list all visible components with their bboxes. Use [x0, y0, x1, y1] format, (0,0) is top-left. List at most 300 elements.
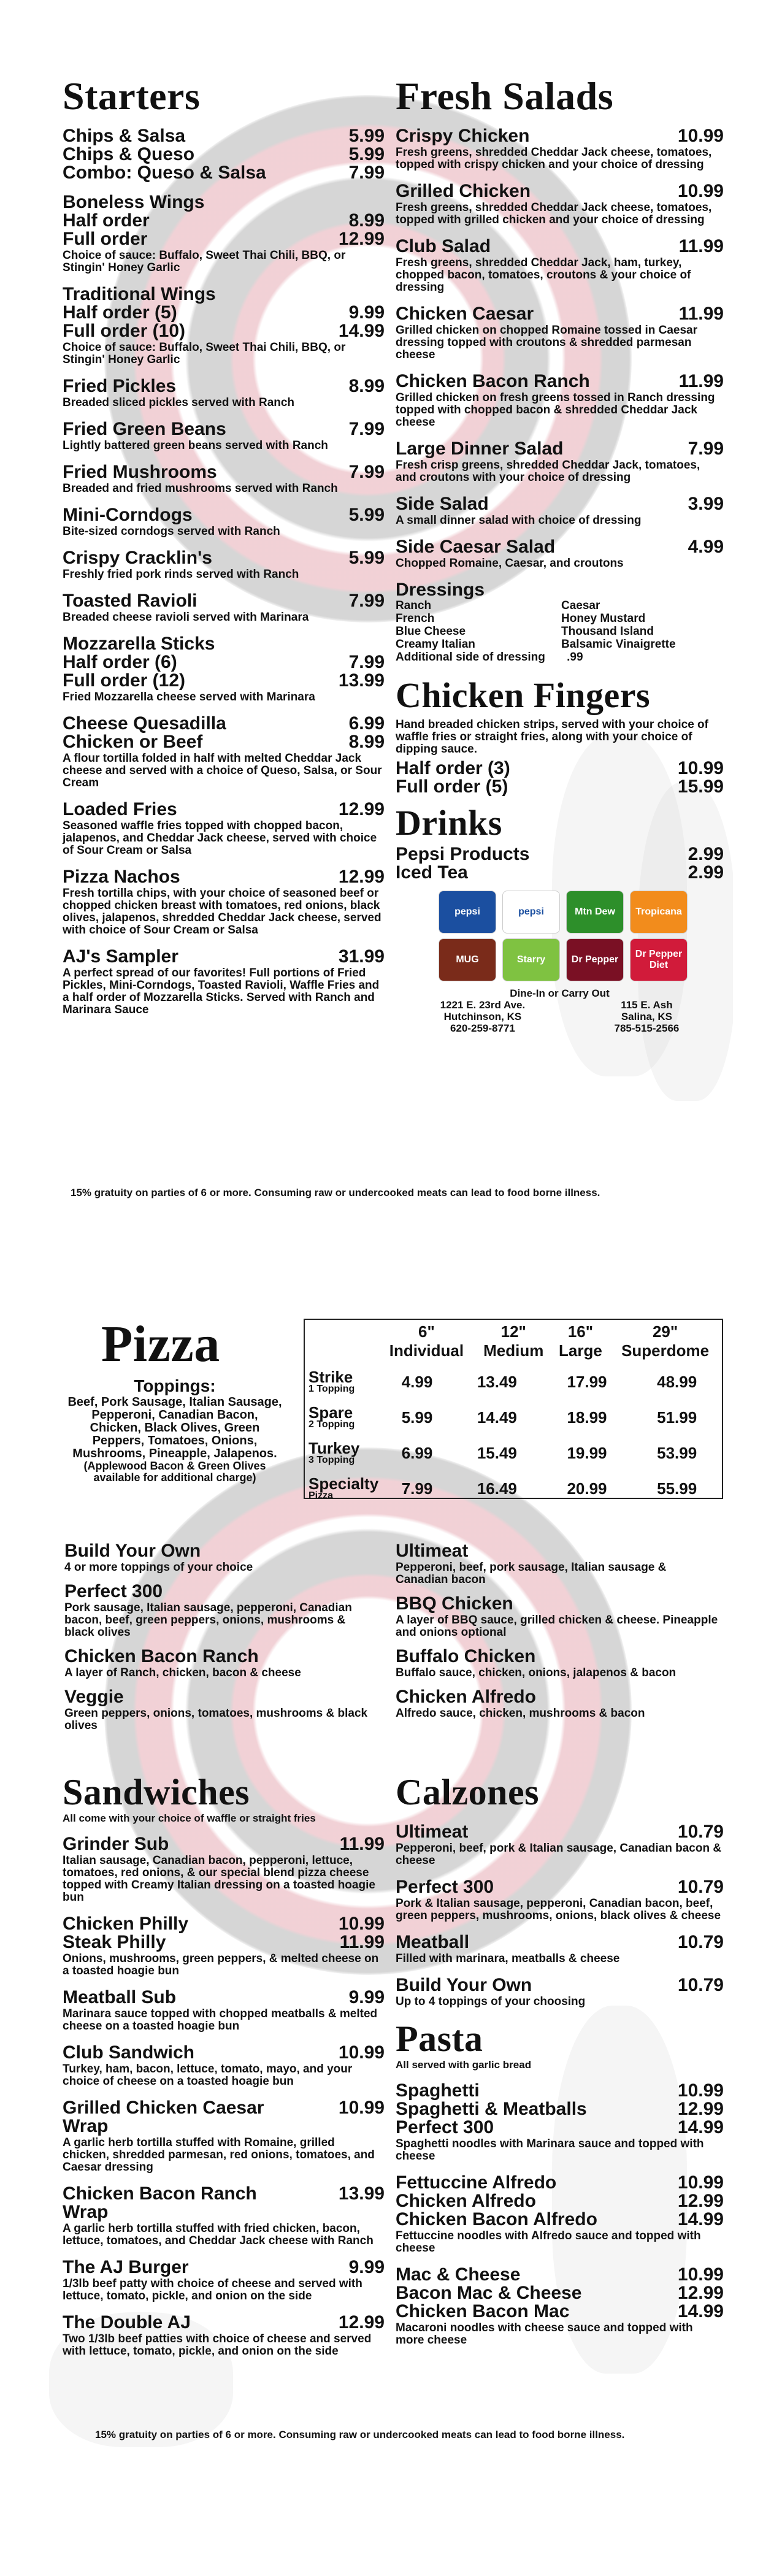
page1-footer-note: 15% gratuity on parties of 6 or more. Consuming raw or undercooked meats can lead to food borne illness.: [71, 1187, 600, 1198]
drink-brand-logo: MUG: [439, 938, 496, 981]
item-price: 15.99: [677, 776, 724, 797]
item-price: 12.99: [677, 2283, 724, 2303]
dressing-extra-price: .99: [567, 651, 583, 664]
menu-item-row: [63, 948, 385, 966]
menu-item-row: [396, 759, 724, 778]
item-price: 8.99: [348, 376, 385, 396]
item-name: Spaghetti: [396, 2080, 480, 2101]
item-price: 8.99: [348, 210, 385, 231]
dressing-extra-label: Additional side of dressing: [396, 651, 545, 664]
pizza-price: 53.99: [657, 1443, 697, 1462]
menu-item-row: [63, 1933, 385, 1952]
specialty-desc: 4 or more toppings of your choice: [64, 1561, 253, 1574]
item-description: Onions, mushrooms, green peppers, & melted cheese on a toasted hoagie bun: [63, 1952, 379, 1977]
menu-item-row: [63, 377, 385, 396]
pizza-tier-name: Turkey: [309, 1439, 360, 1457]
pizza-price-row: [305, 1471, 722, 1506]
item-description: Fresh greens, shredded Cheddar Jack, ham, turkey, chopped bacon, tomatoes, croutons & your choice of dressing: [396, 256, 691, 294]
item-description: Fresh tortilla chips, with your choice of seasoned beef or chopped chicken breast with tomatoes, red onions, black olives, jalapenos, shredded Cheddar Jack cheese, served with choice of Sour Cream or Salsa: [63, 887, 381, 937]
menu-item: [396, 2174, 724, 2255]
item-price: 8.99: [348, 732, 385, 752]
pizza-tier: [305, 1400, 382, 1435]
item-name: Crispy Cracklin's: [63, 548, 212, 568]
menu-item-row: [63, 164, 385, 182]
drink-brand-logos: [439, 891, 696, 981]
item-name: Full order (12): [63, 670, 186, 691]
menu-item-row: [63, 2185, 385, 2221]
item-description: Marinara sauce topped with chopped meatballs & melted cheese on a toasted hoagie bun: [63, 2007, 378, 2033]
item-name: Ultimeat: [396, 1822, 469, 1842]
menu-item-row: [63, 715, 385, 733]
menu-item-row: [396, 1933, 724, 1952]
specialty-desc: A layer of Ranch, chicken, bacon & cheese: [64, 1666, 301, 1679]
item-description: A garlic herb tortilla stuffed with Romaine, grilled chicken, shredded parmesan, red onions, tomatoes, and Caesar dressing: [63, 2136, 375, 2174]
item-name: Steak Philly: [63, 1932, 166, 1952]
pizza-price: 13.49: [477, 1372, 517, 1391]
dressings-title: Dressings: [396, 580, 485, 600]
item-name: Mini-Corndogs: [63, 505, 193, 525]
specialty-pizza: [396, 1595, 721, 1639]
item-name: Side Caesar Salad: [396, 537, 556, 557]
item-price: 10.99: [338, 1914, 385, 1934]
menu-item-row: [396, 182, 724, 201]
item-name: Club Salad: [396, 236, 491, 256]
menu-item-row: [63, 506, 385, 524]
item-price: 13.99: [338, 2183, 385, 2204]
specialty-desc: Pepperoni, beef, pork sausage, Italian sausage & Canadian bacon: [396, 1561, 667, 1586]
item-name: Full order (5): [396, 776, 508, 797]
menu-item-row: [63, 653, 385, 672]
specialty-name: Buffalo Chicken: [396, 1646, 536, 1666]
drink-brand-logo: Tropicana: [630, 891, 688, 933]
item-price: 12.99: [338, 229, 385, 249]
menu-item: [63, 715, 385, 789]
pizza-price: 15.49: [477, 1443, 517, 1462]
pasta-title: Pasta: [396, 2018, 483, 2059]
dressing-option: French: [396, 612, 435, 625]
item-name: Spaghetti & Meatballs: [396, 2099, 587, 2119]
pizza-price: 20.99: [567, 1479, 607, 1498]
menu-item-row: [396, 2192, 724, 2210]
item-price: 7.99: [688, 439, 724, 459]
menu-item: [396, 538, 724, 570]
item-price: 6.99: [348, 713, 385, 734]
pizza-size-inches: 29": [652, 1322, 678, 1341]
item-name: Combo: Queso & Salsa: [63, 163, 266, 183]
item-name: AJ's Sampler: [63, 946, 178, 967]
pizza-size-label: Medium: [483, 1341, 544, 1360]
item-name: Bacon Mac & Cheese: [396, 2283, 582, 2303]
item-name: Side Salad: [396, 494, 489, 514]
pizza-size-label: Large: [559, 1341, 602, 1360]
item-price: 10.99: [677, 181, 724, 201]
item-name: Pepsi Products: [396, 844, 530, 864]
pizza-tier: [305, 1435, 382, 1471]
drink-brand-logo: Mtn Dew: [566, 891, 624, 933]
item-price: 14.99: [677, 2301, 724, 2321]
item-name: Perfect 300: [396, 2117, 494, 2137]
item-description: A garlic herb tortilla stuffed with fried chicken, bacon, lettuce, tomatoes, and Cheddar Jack cheese with Ranch: [63, 2222, 374, 2247]
drink-brand-logo: Starry: [502, 938, 560, 981]
menu-item: [63, 506, 385, 538]
menu-item-row: [63, 800, 385, 819]
locations-block: [396, 987, 724, 1034]
pizza-size-label: Superdome: [621, 1341, 710, 1360]
item-price: 14.99: [338, 321, 385, 341]
item-name: Grilled Chicken: [396, 181, 531, 201]
item-name: Loaded Fries: [63, 799, 177, 819]
pizza-tier-name: Spare: [309, 1403, 353, 1422]
item-price: 9.99: [348, 1987, 385, 2007]
menu-item-row: [396, 2210, 724, 2229]
menu-item: [396, 1933, 724, 1965]
item-price: 12.99: [677, 2191, 724, 2211]
item-price: 11.99: [339, 1834, 385, 1854]
pizza-price: 5.99: [401, 1408, 433, 1427]
specialty-pizza: [64, 1688, 377, 1732]
item-price: 10.79: [677, 1822, 724, 1842]
menu-item-row: [63, 1835, 385, 1853]
item-price: 11.99: [339, 1932, 385, 1952]
menu-item: [63, 463, 385, 495]
item-description: Fresh crisp greens, shredded Cheddar Jack, tomatoes, and croutons with your choice of dressing: [396, 459, 700, 484]
item-name: Grilled Chicken Caesar Wrap: [63, 2098, 264, 2136]
drink-brand-logo: pepsi: [502, 891, 560, 933]
loc-right-city: Salina, KS: [621, 1011, 672, 1022]
menu-item-row: [396, 864, 724, 882]
item-name: Full order (10): [63, 321, 186, 341]
item-name: Iced Tea: [396, 862, 468, 883]
item-price: 9.99: [348, 302, 385, 323]
salads-title: Fresh Salads: [396, 74, 614, 118]
item-description: Italian sausage, Canadian bacon, pepperoni, lettuce, tomatoes, red onions, & our special blend pizza cheese topped with Creamy Italian dressing on a toasted hoagie bun: [63, 1854, 375, 1904]
specialty-pizza: [396, 1688, 721, 1720]
item-description: Bite-sized corndogs served with Ranch: [63, 525, 280, 538]
menu-item: [396, 2082, 724, 2163]
specialty-name: Veggie: [64, 1687, 124, 1707]
menu-item: [63, 193, 385, 274]
salads-column: [396, 74, 724, 1034]
item-description: Chopped Romaine, Caesar, and croutons: [396, 557, 624, 570]
menu-item: [396, 1823, 724, 1867]
pizza-tier: [305, 1471, 382, 1506]
menu-item-row: [63, 2313, 385, 2332]
pizza-price: 51.99: [657, 1408, 697, 1427]
item-name: Fried Mushrooms: [63, 462, 217, 482]
menu-item-row: [63, 868, 385, 886]
menu-item-row: [63, 1915, 385, 1933]
specialty-name: Chicken Alfredo: [396, 1687, 536, 1707]
item-name: The Double AJ: [63, 2312, 191, 2333]
menu-item-row: [396, 845, 724, 864]
item-description: A perfect spread of our favorites! Full portions of Fried Pickles, Mini-Corndogs, Toasted Ravioli, Waffle Fries and a half order of Mozzarella Sticks. Served with Ranch and Marinara Sauce: [63, 967, 380, 1016]
dressing-option: Caesar: [561, 599, 600, 612]
item-name: Cheese Quesadilla: [63, 713, 226, 734]
pizza-tier-sub: Pizza: [309, 1490, 334, 1501]
menu-item-row: [63, 463, 385, 481]
menu-item-row: [63, 127, 385, 145]
item-description: Grilled chicken on fresh greens tossed in Ranch dressing topped with chopped bacon & shredded Cheddar Jack cheese: [396, 391, 715, 429]
item-price: 11.99: [678, 236, 724, 256]
menu-item: [63, 1835, 385, 1904]
menu-item-row: [396, 2266, 724, 2284]
specialty-right: [396, 1533, 721, 1720]
calzones-title: Calzones: [396, 1772, 539, 1812]
item-name: Perfect 300: [396, 1877, 494, 1897]
specialty-pizza: [64, 1542, 377, 1574]
item-description: Seasoned waffle fries topped with chopped bacon, jalapenos, and Cheddar Jack cheese, served with choice of Sour Cream or Salsa: [63, 819, 377, 857]
pizza-size-inches: 6": [418, 1322, 435, 1341]
pizza-price: 17.99: [567, 1372, 607, 1391]
specialty-desc: Pork sausage, Italian sausage, pepperoni, Canadian bacon, beef, green peppers, onions, mushrooms & black olives: [64, 1601, 352, 1639]
pizza-title: Pizza: [101, 1316, 220, 1373]
drink-brand-logo: Dr Pepper: [566, 938, 624, 981]
menu-item-row: [63, 1988, 385, 2007]
item-description: Two 1/3lb beef patties with choice of cheese and served with lettuce, tomato, pickle, and onion on the side: [63, 2333, 372, 2358]
item-description: Up to 4 toppings of your choosing: [396, 1995, 586, 2008]
item-name: Build Your Own: [396, 1975, 532, 1995]
item-price: 12.99: [677, 2099, 724, 2119]
item-description: Spaghetti noodles with Marinara sauce and topped with cheese: [396, 2137, 704, 2163]
item-price: 5.99: [348, 548, 385, 568]
menu-item: [63, 635, 385, 703]
menu-item-row: [63, 420, 385, 439]
toppings-text: Beef, Pork Sausage, Italian Sausage, Pepperoni, Canadian Bacon, Chicken, Black Olives, Green Peppers, Tomatoes, Onions, Mushrooms, Pineapple, Jalapenos.: [67, 1395, 282, 1460]
item-description: Fresh greens, shredded Cheddar Jack cheese, tomatoes, topped with crispy chicken and your choice of dressing: [396, 146, 712, 171]
specialty-name: BBQ Chicken: [396, 1593, 513, 1614]
pizza-tier-sub: 2 Topping: [309, 1419, 355, 1430]
menu-item-row: [396, 305, 724, 323]
specialty-name: Chicken Bacon Ranch: [64, 1646, 259, 1666]
item-description: 1/3lb beef patty with choice of cheese and served with lettuce, tomato, pickle, and onion on the side: [63, 2277, 362, 2302]
menu-item-row: [63, 2258, 385, 2277]
specialty-pizza: [396, 1647, 721, 1679]
pizza-price: 4.99: [401, 1372, 433, 1391]
item-price: 10.99: [677, 2080, 724, 2101]
item-price: 7.99: [348, 419, 385, 439]
chicken-fingers-title: Chicken Fingers: [396, 675, 651, 715]
pizza-size-inches: 12": [500, 1322, 526, 1341]
menu-item-row: [396, 237, 724, 256]
pizza-price: 14.49: [477, 1408, 517, 1427]
menu-item-row: [63, 2099, 385, 2136]
menu-item-row: [63, 304, 385, 322]
drink-brand-logo: Dr Pepper Diet: [630, 938, 688, 981]
item-price: 13.99: [338, 670, 385, 691]
item-description: Turkey, ham, bacon, lettuce, tomato, mayo, and your choice of cheese on a toasted hoagie bun: [63, 2063, 353, 2088]
item-price: 10.99: [677, 2172, 724, 2193]
item-description: Breaded and fried mushrooms served with Ranch: [63, 482, 338, 495]
item-description: Fried Mozzarella cheese served with Marinara: [63, 691, 315, 703]
menu-item-row: [63, 230, 385, 248]
menu-item: [396, 127, 724, 171]
toppings-note: (Applewood Bacon & Green Olives available for additional charge): [83, 1460, 266, 1484]
menu-item: [396, 372, 724, 429]
item-price: 7.99: [348, 462, 385, 482]
item-name: The AJ Burger: [63, 2257, 189, 2277]
menu-item: [63, 2258, 385, 2302]
item-name: Chicken Philly: [63, 1914, 189, 1934]
pizza-toppings: [64, 1376, 285, 1484]
menu-item: [63, 948, 385, 1016]
locations-heading: Dine-In or Carry Out: [510, 987, 610, 999]
specialty-desc: Green peppers, onions, tomatoes, mushrooms & black olives: [64, 1707, 368, 1732]
pizza-tier-name: Specialty: [309, 1474, 379, 1493]
item-description: Pepperoni, beef, pork & Italian sausage, Canadian bacon & cheese: [396, 1842, 722, 1867]
item-name: Full order: [63, 229, 148, 249]
item-name: Half order (6): [63, 652, 177, 672]
menu-item-row: [396, 2100, 724, 2118]
item-price: [299, 635, 385, 653]
item-name: Half order: [63, 210, 150, 231]
menu-item: [396, 440, 724, 484]
item-description: Fettuccine noodles with Alfredo sauce and topped with cheese: [396, 2229, 701, 2255]
item-price: 12.99: [338, 2312, 385, 2333]
toppings-title: Toppings:: [134, 1376, 216, 1395]
menu-item: [63, 2185, 385, 2247]
menu-item-row: [396, 2118, 724, 2137]
menu-item-row: [396, 2284, 724, 2302]
pizza-tier-sub: 1 Topping: [309, 1384, 355, 1394]
specialty-pizza: [396, 1542, 721, 1586]
item-name: Chicken Bacon Alfredo: [396, 2209, 597, 2229]
menu-item: [63, 549, 385, 581]
menu-item-row: [63, 193, 385, 212]
menu-item: [63, 2313, 385, 2358]
item-price: 2.99: [688, 862, 724, 883]
menu-item-row: [63, 145, 385, 164]
item-name: Chips & Queso: [63, 144, 195, 164]
pizza-price-row: [305, 1435, 722, 1471]
item-price: 5.99: [348, 144, 385, 164]
pizza-size-label: Individual: [389, 1341, 464, 1360]
item-price: 10.79: [677, 1975, 724, 1995]
item-description: Choice of sauce: Buffalo, Sweet Thai Chili, BBQ, or Stingin' Honey Garlic: [63, 249, 346, 274]
item-name: Fettuccine Alfredo: [396, 2172, 557, 2193]
item-name: Traditional Wings: [63, 284, 216, 304]
item-name: Club Sandwich: [63, 2042, 195, 2063]
item-price: 14.99: [677, 2117, 724, 2137]
item-price: 7.99: [348, 163, 385, 183]
specialty-desc: A layer of BBQ sauce, grilled chicken & cheese. Pineapple and onions optional: [396, 1614, 718, 1639]
page2-footer-note: 15% gratuity on parties of 6 or more. Consuming raw or undercooked meats can lead to food borne illness.: [95, 2429, 625, 2440]
menu-item-row: [63, 549, 385, 567]
item-price: 7.99: [348, 591, 385, 611]
menu-item-row: [63, 285, 385, 304]
menu-item-row: [63, 212, 385, 230]
item-name: Half order (5): [63, 302, 177, 323]
menu-page-2: [49, 1300, 733, 2453]
loc-left-addr: 1221 E. 23rd Ave.: [440, 999, 526, 1011]
sandwiches-title: Sandwiches: [63, 1772, 250, 1812]
menu-item: [396, 1878, 724, 1922]
starters-title: Starters: [63, 74, 201, 118]
dressing-option: Thousand Island: [561, 625, 654, 638]
item-name: Chicken Bacon Ranch Wrap: [63, 2183, 257, 2222]
pizza-header-left: [64, 1316, 285, 1484]
pizza-price-row: [305, 1364, 722, 1400]
menu-item-row: [63, 635, 385, 653]
menu-item-row: [63, 733, 385, 751]
specialty-left: [64, 1533, 377, 1732]
item-name: Chicken or Beef: [63, 732, 203, 752]
dressing-option: Blue Cheese: [396, 625, 466, 638]
pizza-price: 19.99: [567, 1443, 607, 1462]
item-price: 7.99: [348, 652, 385, 672]
item-price: 3.99: [688, 494, 724, 514]
loc-left-phone: 620-259-8771: [450, 1022, 515, 1034]
pizza-tier-sub: 3 Topping: [309, 1455, 355, 1465]
menu-item: [396, 305, 724, 361]
specialty-pizza: [64, 1647, 377, 1679]
item-name: Fried Green Beans: [63, 419, 226, 439]
pizza-price: 55.99: [657, 1479, 697, 1498]
drinks-title: Drinks: [396, 803, 502, 843]
chicken-fingers-desc: Hand breaded chicken strips, served with your choice of waffle fries or straight fries, along with your choice of dipping sauce.: [396, 718, 708, 756]
pizza-price: 48.99: [657, 1372, 697, 1391]
item-description: Lightly battered green beans served with Ranch: [63, 439, 328, 452]
loc-right-addr: 115 E. Ash: [621, 999, 673, 1011]
menu-item-row: [396, 2174, 724, 2192]
item-name: Grinder Sub: [63, 1834, 169, 1854]
pizza-tier: [305, 1364, 382, 1400]
menu-item: [63, 285, 385, 366]
item-price: 5.99: [348, 505, 385, 525]
menu-item-row: [63, 322, 385, 340]
menu-item-row: [396, 495, 724, 513]
dressing-option: Balsamic Vinaigrette: [561, 638, 676, 651]
menu-item-row: [63, 592, 385, 610]
menu-item-row: [63, 2044, 385, 2062]
specialty-desc: Alfredo sauce, chicken, mushrooms & bacon: [396, 1707, 645, 1720]
menu-item-row: [396, 778, 724, 796]
pizza-size-inches: 16": [567, 1322, 594, 1341]
menu-item: [396, 495, 724, 527]
menu-item: [63, 377, 385, 409]
item-name: Mac & Cheese: [396, 2264, 521, 2285]
pasta-note: All served with garlic bread: [396, 2059, 532, 2071]
item-price: [299, 193, 385, 212]
item-name: Pizza Nachos: [63, 867, 180, 887]
item-price: 14.99: [677, 2209, 724, 2229]
menu-item-row: [396, 538, 724, 556]
item-price: 10.99: [677, 126, 724, 146]
item-description: Choice of sauce: Buffalo, Sweet Thai Chili, BBQ, or Stingin' Honey Garlic: [63, 341, 346, 366]
menu-item-row: [396, 440, 724, 458]
calzones-pasta-column: [396, 1773, 724, 2347]
menu-item: [396, 237, 724, 294]
item-name: Toasted Ravioli: [63, 591, 197, 611]
dressing-option: Honey Mustard: [561, 612, 646, 625]
item-description: A flour tortilla folded in half with melted Cheddar Jack cheese and served with a choice of Queso, Salsa, or Sour Cream: [63, 752, 382, 789]
specialty-pizza: [64, 1582, 377, 1639]
item-name: Meatball: [396, 1932, 470, 1952]
item-price: [299, 285, 385, 304]
item-name: Fried Pickles: [63, 376, 177, 396]
menu-item: [63, 1988, 385, 2033]
item-price: 11.99: [678, 304, 724, 324]
menu-item: [63, 127, 385, 182]
specialty-name: Perfect 300: [64, 1581, 163, 1601]
dressings-section: [396, 581, 724, 664]
item-description: Breaded cheese ravioli served with Marinara: [63, 611, 309, 624]
menu-item-row: [396, 2302, 724, 2321]
item-name: Chicken Bacon Ranch: [396, 371, 590, 391]
pizza-tier-name: Strike: [309, 1368, 353, 1386]
menu-item: [63, 2099, 385, 2174]
menu-item: [63, 420, 385, 452]
item-name: Chicken Alfredo: [396, 2191, 536, 2211]
